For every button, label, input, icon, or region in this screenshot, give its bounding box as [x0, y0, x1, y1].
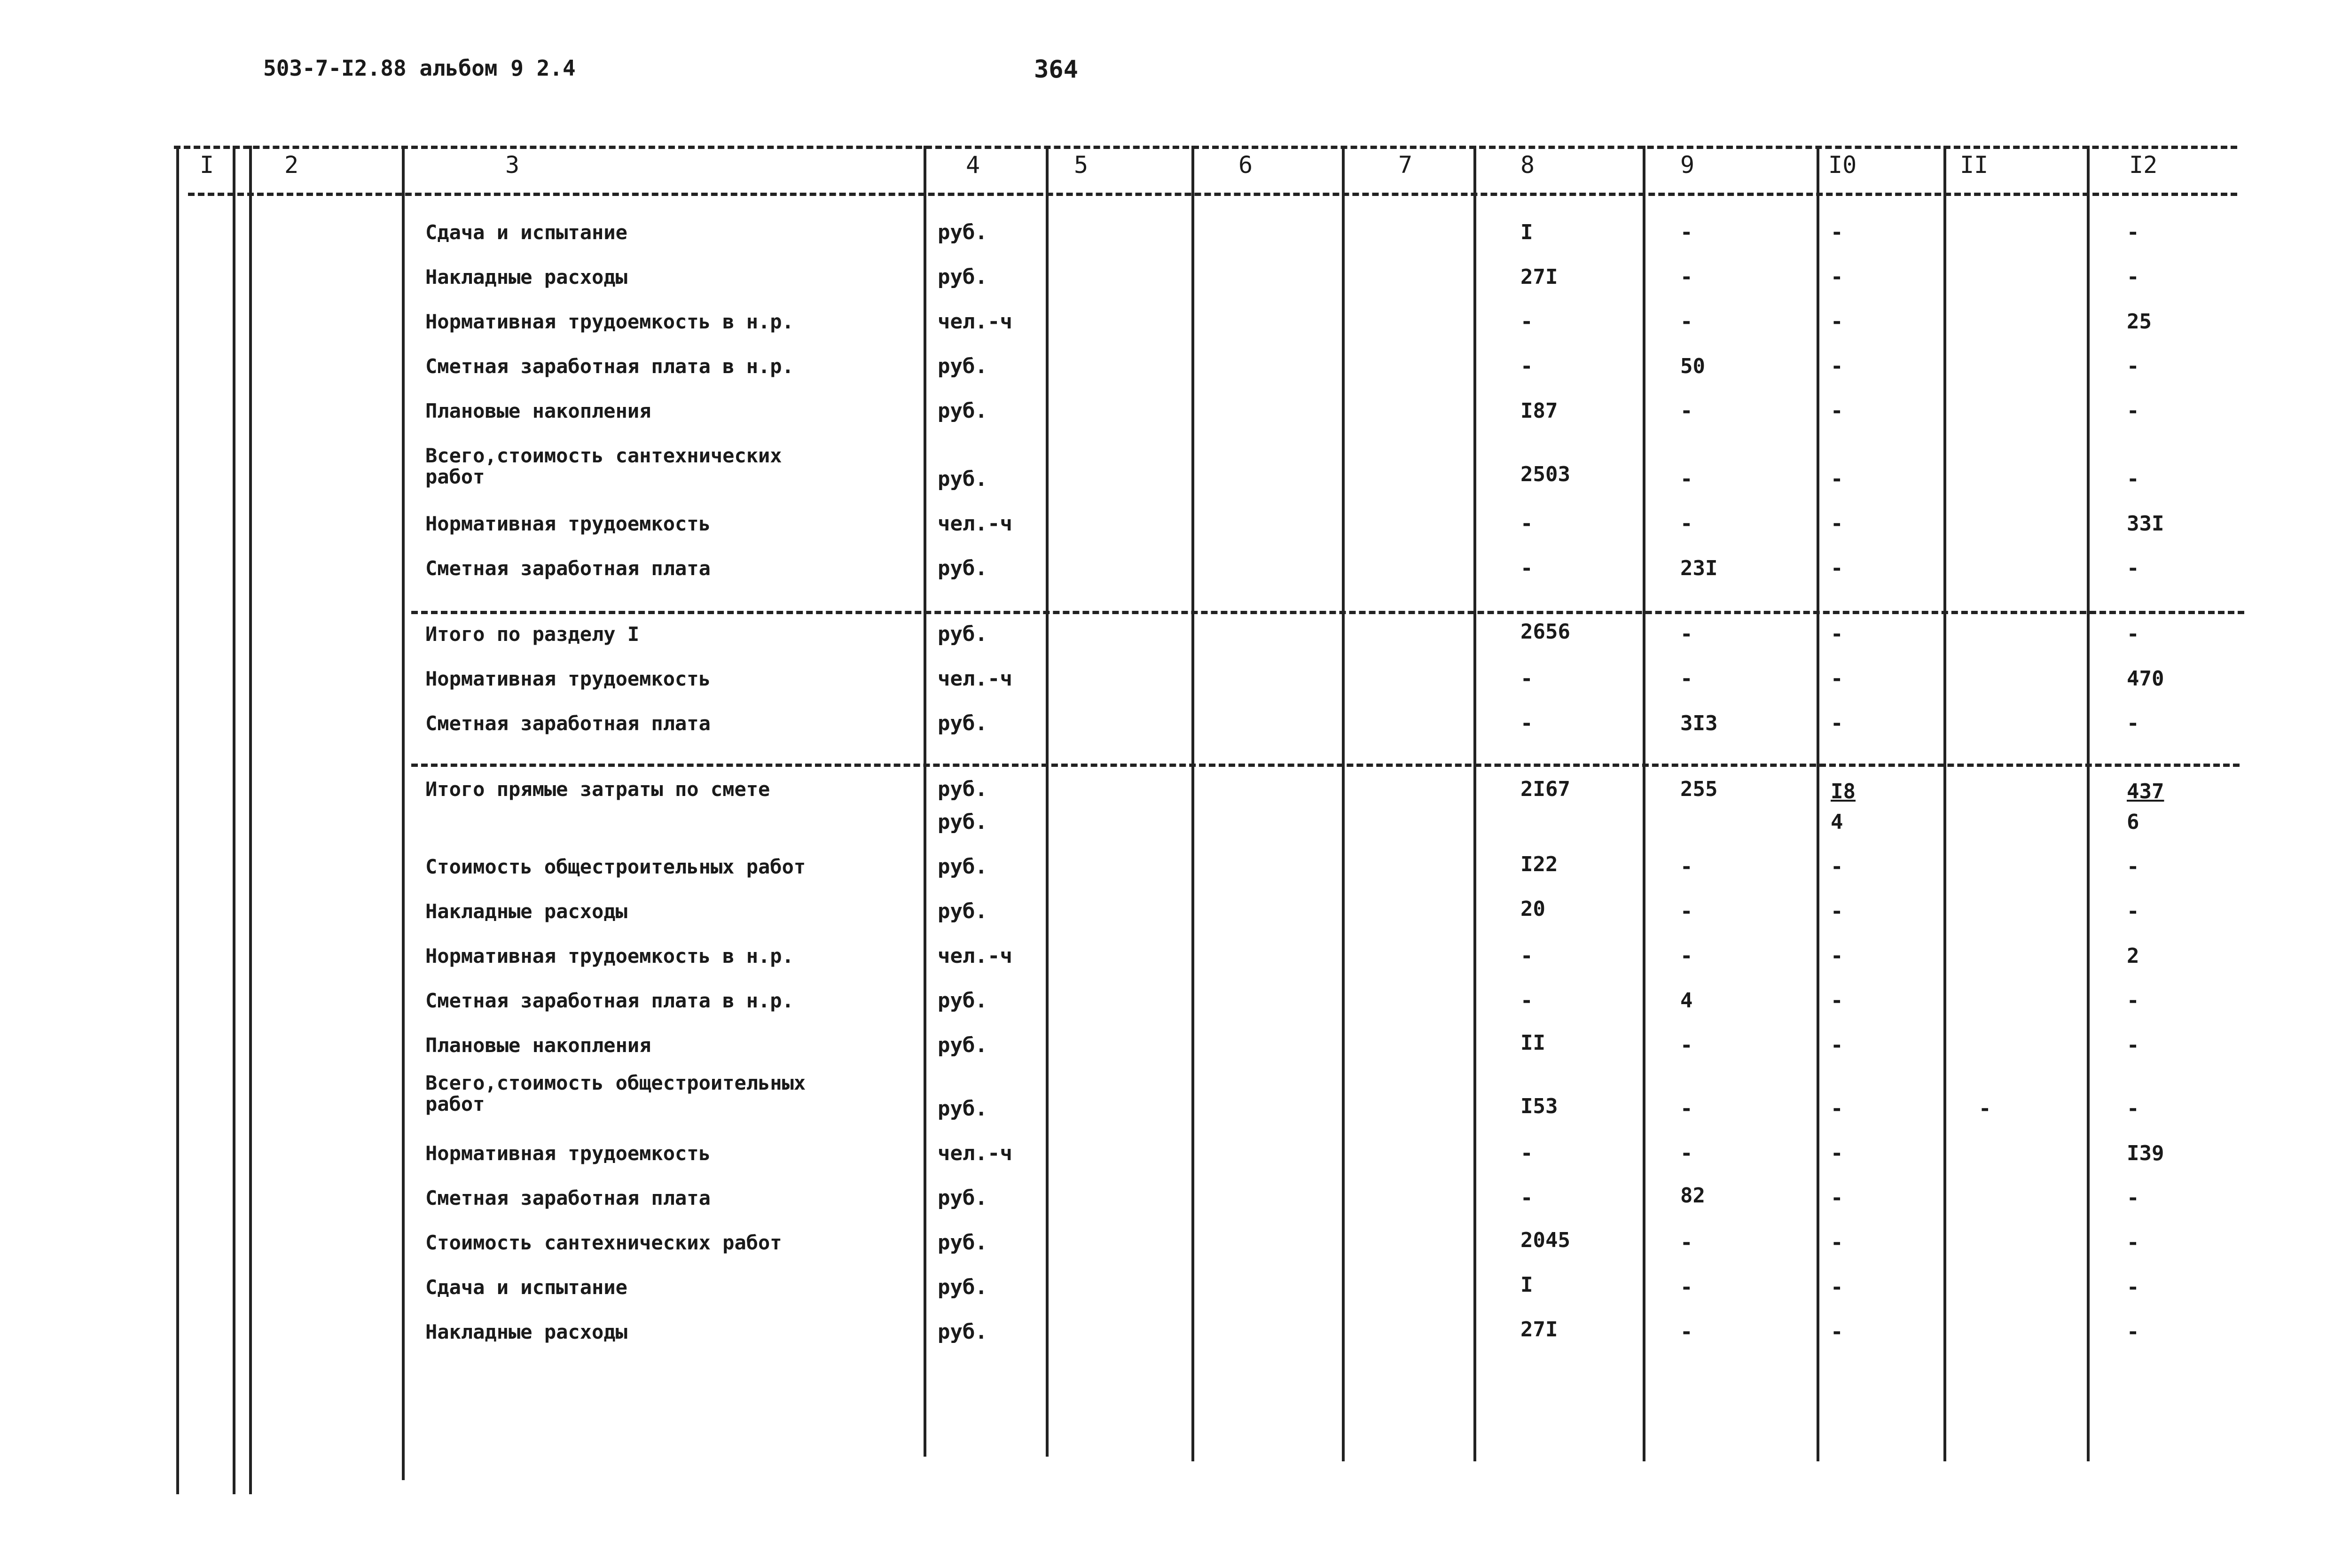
row-col8: 2656	[1520, 620, 1570, 644]
row-col12: -	[2127, 989, 2139, 1013]
row-col10: -	[1831, 1186, 1843, 1210]
table-header-rule	[188, 193, 2237, 196]
row-col8: I22	[1520, 852, 1558, 876]
row-description: Накладные расходы	[425, 900, 627, 923]
row-col10: -	[1831, 1231, 1843, 1255]
row-col12: -	[2127, 899, 2139, 923]
section-separator	[411, 764, 2240, 767]
row-col8: -	[1520, 667, 1533, 691]
row-unit: руб.	[938, 220, 987, 244]
row-col10: -	[1831, 467, 1843, 491]
column-divider	[176, 146, 179, 1494]
column-divider	[233, 146, 235, 1494]
row-col8: 27I	[1520, 1318, 1558, 1342]
row-unit: руб.	[938, 467, 987, 491]
column-divider	[249, 146, 252, 1494]
row-col10: -	[1831, 354, 1843, 378]
row-col12: -	[2127, 399, 2139, 423]
row-unit: руб.	[938, 1097, 987, 1121]
row-unit: руб.	[938, 777, 987, 801]
row-description: Плановые накопления	[425, 399, 651, 422]
row-col8: -	[1520, 354, 1533, 378]
column-divider	[1191, 146, 1194, 1461]
row-col10: -	[1831, 711, 1843, 735]
row-col12: I39	[2127, 1141, 2164, 1165]
row-description: Нормативная трудоемкость в н.р.	[425, 310, 794, 333]
row-col9: 23I	[1680, 556, 1718, 580]
row-col12: -	[2127, 556, 2139, 580]
row-col12: -	[2127, 855, 2139, 879]
row-col12: 437	[2127, 780, 2164, 804]
row-col12: -	[2127, 1097, 2139, 1121]
column-header-2: 2	[284, 151, 299, 179]
document-reference: 503-7-I2.88 альбом 9 2.4	[263, 55, 576, 81]
row-col9: -	[1680, 1231, 1693, 1255]
row-col8: -	[1520, 711, 1533, 735]
row-col12: 470	[2127, 667, 2164, 691]
row-col9: -	[1680, 855, 1693, 879]
row-col9: 3I3	[1680, 711, 1718, 735]
row-col10: -	[1831, 989, 1843, 1013]
row-unit: руб.	[938, 265, 987, 289]
row-unit: руб.	[938, 399, 987, 423]
row-col10: -	[1831, 1097, 1843, 1121]
row-col8: I	[1520, 220, 1533, 244]
row-unit: чел.-ч	[938, 944, 1012, 968]
row-description: Сметная заработная плата в н.р.	[425, 355, 794, 378]
row-col10: -	[1831, 1033, 1843, 1057]
row-unit: чел.-ч	[938, 512, 1012, 536]
row-col8: -	[1520, 1186, 1533, 1210]
row-col8: I	[1520, 1273, 1533, 1297]
row-col9: -	[1680, 1033, 1693, 1057]
row-col8: -	[1520, 310, 1533, 334]
row-col9: -	[1680, 1275, 1693, 1299]
column-divider	[1943, 146, 1946, 1461]
row-col9: -	[1680, 667, 1693, 691]
column-divider	[402, 146, 405, 1480]
row-col9: 50	[1680, 354, 1705, 378]
column-divider	[2087, 146, 2090, 1461]
column-header-11: II	[1960, 151, 1989, 179]
row-col10: -	[1831, 399, 1843, 423]
row-col8: -	[1520, 1141, 1533, 1165]
row-col8: II	[1520, 1031, 1545, 1055]
row-unit: чел.-ч	[938, 1141, 1012, 1165]
row-unit: руб.	[938, 354, 987, 378]
row-col12: -	[2127, 1186, 2139, 1210]
row-col9: -	[1680, 265, 1693, 289]
row-unit: чел.-ч	[938, 310, 1012, 334]
row-col10: -	[1831, 265, 1843, 289]
row-description: Накладные расходы	[425, 265, 627, 289]
row-col9: -	[1680, 1141, 1693, 1165]
row-description: Нормативная трудоемкость в н.р.	[425, 944, 794, 967]
row-col12: -	[2127, 1033, 2139, 1057]
column-header-3: 3	[505, 151, 520, 179]
row-description: Итого прямые затраты по смете	[425, 778, 770, 801]
row-col10: -	[1831, 899, 1843, 923]
row-col10: -	[1831, 310, 1843, 334]
row-unit: чел.-ч	[938, 667, 1012, 691]
row-description-cont: работ	[425, 1092, 485, 1116]
row-col10: -	[1831, 667, 1843, 691]
row-col12: 2	[2127, 944, 2139, 968]
column-divider	[924, 146, 926, 1457]
row-col12: -	[2127, 1320, 2139, 1344]
row-unit: руб.	[938, 711, 987, 735]
column-header-1: I	[200, 151, 214, 179]
row-col8: 20	[1520, 897, 1545, 921]
page-number: 364	[1034, 55, 1078, 84]
row-description: Всего,стоимость общестроительных	[425, 1071, 806, 1094]
column-header-10: I0	[1828, 151, 1857, 179]
row-col8: 2503	[1520, 462, 1570, 486]
column-header-4: 4	[966, 151, 980, 179]
row-col10: -	[1831, 220, 1843, 244]
row-col9: -	[1680, 399, 1693, 423]
column-header-8: 8	[1520, 151, 1535, 179]
row-col9: 4	[1680, 989, 1693, 1013]
table-top-rule	[174, 146, 2237, 149]
row-col8: 27I	[1520, 265, 1558, 289]
row-unit-2: руб.	[938, 810, 987, 834]
row-description: Стоимость общестроительных работ	[425, 855, 806, 878]
row-col9: 82	[1680, 1184, 1705, 1208]
row-unit: руб.	[938, 556, 987, 580]
row-col10: -	[1831, 855, 1843, 879]
row-col9: 255	[1680, 777, 1718, 801]
row-description: Сметная заработная плата	[425, 557, 711, 580]
row-col11: -	[1979, 1097, 1991, 1121]
row-col9: -	[1680, 1097, 1693, 1121]
column-header-5: 5	[1074, 151, 1089, 179]
row-col9: -	[1680, 1320, 1693, 1344]
row-col8: 2I67	[1520, 777, 1570, 801]
row-col12: -	[2127, 265, 2139, 289]
row-unit: руб.	[938, 989, 987, 1013]
row-col8: -	[1520, 556, 1533, 580]
row-col10: -	[1831, 1275, 1843, 1299]
row-unit: руб.	[938, 1320, 987, 1344]
row-unit: руб.	[938, 622, 987, 646]
row-col9: -	[1680, 310, 1693, 334]
row-description: Нормативная трудоемкость	[425, 1142, 711, 1165]
row-col10: -	[1831, 1320, 1843, 1344]
row-col9: -	[1680, 512, 1693, 536]
row-col12: 25	[2127, 310, 2152, 334]
row-unit: руб.	[938, 1186, 987, 1210]
column-divider	[1342, 146, 1345, 1461]
column-header-12: I2	[2129, 151, 2158, 179]
row-description: Сметная заработная плата	[425, 1186, 711, 1209]
column-divider	[1473, 146, 1476, 1461]
section-separator	[411, 611, 2244, 614]
row-col10: -	[1831, 622, 1843, 646]
row-description: Стоимость сантехнических работ	[425, 1231, 782, 1254]
row-col8: -	[1520, 512, 1533, 536]
row-col10-b: 4	[1831, 810, 1843, 834]
row-col10: -	[1831, 1141, 1843, 1165]
row-unit: руб.	[938, 1231, 987, 1255]
row-description: Итого по разделу I	[425, 623, 640, 646]
column-divider	[1643, 146, 1645, 1461]
row-col9: -	[1680, 622, 1693, 646]
row-col8: -	[1520, 989, 1533, 1013]
row-col12: -	[2127, 711, 2139, 735]
row-description: Плановые накопления	[425, 1034, 651, 1057]
row-description: Нормативная трудоемкость	[425, 667, 711, 690]
row-col12: -	[2127, 1231, 2139, 1255]
row-col9: -	[1680, 220, 1693, 244]
row-description-cont: работ	[425, 465, 485, 488]
row-col12: -	[2127, 354, 2139, 378]
row-col12: 33I	[2127, 512, 2164, 536]
row-description: Сметная заработная плата	[425, 712, 711, 735]
row-col12: -	[2127, 622, 2139, 646]
row-col10: -	[1831, 944, 1843, 968]
row-col8: 2045	[1520, 1228, 1570, 1252]
row-unit: руб.	[938, 1033, 987, 1057]
column-header-9: 9	[1680, 151, 1695, 179]
row-col9: -	[1680, 944, 1693, 968]
row-unit: руб.	[938, 855, 987, 879]
row-description: Сметная заработная плата в н.р.	[425, 989, 794, 1012]
row-col9: -	[1680, 899, 1693, 923]
row-col12-b: 6	[2127, 810, 2139, 834]
row-description: Нормативная трудоемкость	[425, 512, 711, 535]
row-unit: руб.	[938, 1275, 987, 1299]
row-description: Сдача и испытание	[425, 221, 627, 244]
row-col12: -	[2127, 467, 2139, 491]
row-col12: -	[2127, 1275, 2139, 1299]
row-unit: руб.	[938, 899, 987, 923]
column-header-6: 6	[1238, 151, 1253, 179]
row-col9: -	[1680, 467, 1693, 491]
row-description: Всего,стоимость сантехнических	[425, 444, 782, 467]
row-col8: I87	[1520, 399, 1558, 423]
row-col10: -	[1831, 556, 1843, 580]
row-col10: -	[1831, 512, 1843, 536]
row-description: Накладные расходы	[425, 1320, 627, 1343]
row-description: Сдача и испытание	[425, 1276, 627, 1299]
row-col8: -	[1520, 944, 1533, 968]
row-col8: I53	[1520, 1094, 1558, 1118]
row-col12: -	[2127, 220, 2139, 244]
column-divider	[1817, 146, 1819, 1461]
column-divider	[1046, 146, 1049, 1457]
row-col10: I8	[1831, 780, 1856, 804]
column-header-7: 7	[1398, 151, 1413, 179]
